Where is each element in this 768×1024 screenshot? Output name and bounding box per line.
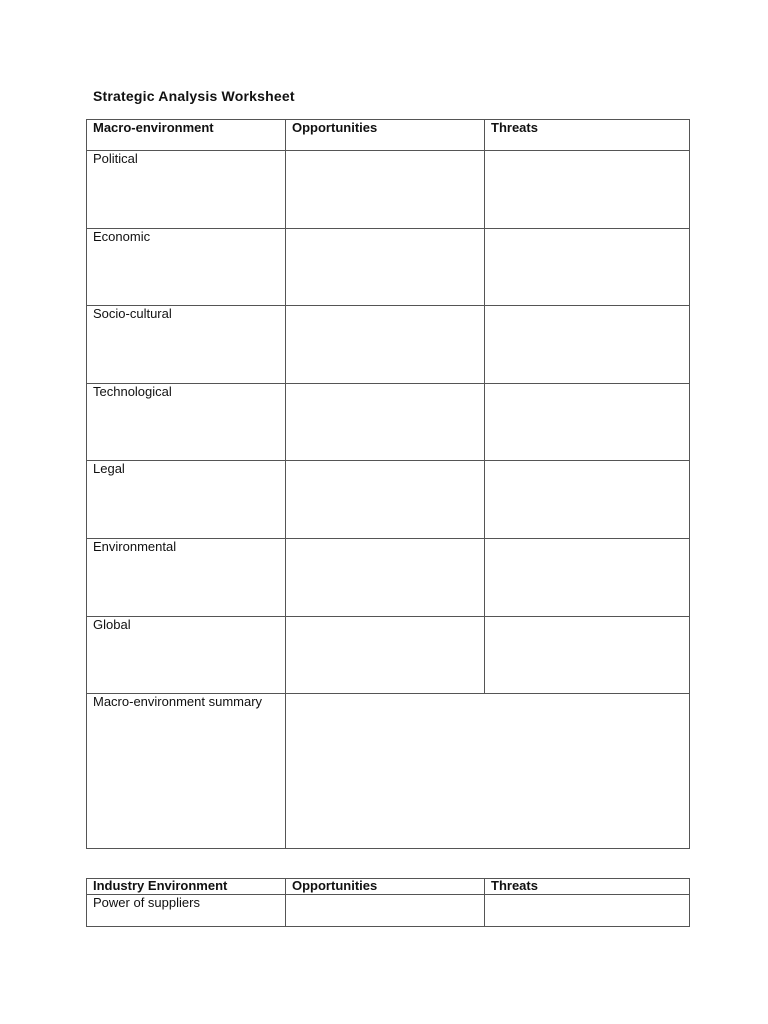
opportunities-cell[interactable] xyxy=(286,306,485,384)
column-header-macro-environment: Macro-environment xyxy=(87,120,286,151)
column-header-threats: Threats xyxy=(485,879,690,895)
opportunities-cell[interactable] xyxy=(286,228,485,306)
table-row-socio-cultural xyxy=(87,306,690,384)
table-row-global xyxy=(87,616,690,694)
column-header-threats: Threats xyxy=(485,120,690,151)
threats-cell[interactable] xyxy=(485,151,690,229)
row-label: Economic xyxy=(87,228,286,306)
threats-cell[interactable] xyxy=(485,616,690,694)
table-row-political xyxy=(87,151,690,229)
opportunities-cell[interactable] xyxy=(286,616,485,694)
macro-environment-table xyxy=(86,119,690,849)
row-label: Global xyxy=(87,616,286,694)
row-label: Technological xyxy=(87,383,286,461)
table-row-environmental xyxy=(87,538,690,616)
column-header-industry-environment: Industry Environment xyxy=(87,879,286,895)
industry-environment-table xyxy=(86,878,690,927)
row-label: Socio-cultural xyxy=(87,306,286,384)
threats-cell[interactable] xyxy=(485,383,690,461)
threats-cell[interactable] xyxy=(485,228,690,306)
opportunities-cell[interactable] xyxy=(286,151,485,229)
row-label: Political xyxy=(87,151,286,229)
table-row-macro-summary xyxy=(87,694,690,849)
column-header-opportunities: Opportunities xyxy=(286,879,485,895)
opportunities-cell[interactable] xyxy=(286,383,485,461)
column-header-opportunities: Opportunities xyxy=(286,120,485,151)
opportunities-cell[interactable] xyxy=(286,895,485,927)
opportunities-cell[interactable] xyxy=(286,461,485,539)
table-row-power-of-suppliers xyxy=(87,895,690,927)
row-label: Macro-environment summary xyxy=(87,694,286,849)
threats-cell[interactable] xyxy=(485,538,690,616)
macro-summary-cell[interactable] xyxy=(286,694,690,849)
table-header-row xyxy=(87,879,690,895)
table-header-row xyxy=(87,120,690,151)
table-row-economic xyxy=(87,228,690,306)
threats-cell[interactable] xyxy=(485,306,690,384)
table-row-technological xyxy=(87,383,690,461)
threats-cell[interactable] xyxy=(485,895,690,927)
threats-cell[interactable] xyxy=(485,461,690,539)
page-title: Strategic Analysis Worksheet xyxy=(93,88,295,104)
row-label: Legal xyxy=(87,461,286,539)
opportunities-cell[interactable] xyxy=(286,538,485,616)
table-row-legal xyxy=(87,461,690,539)
row-label: Power of suppliers xyxy=(87,895,286,927)
row-label: Environmental xyxy=(87,538,286,616)
